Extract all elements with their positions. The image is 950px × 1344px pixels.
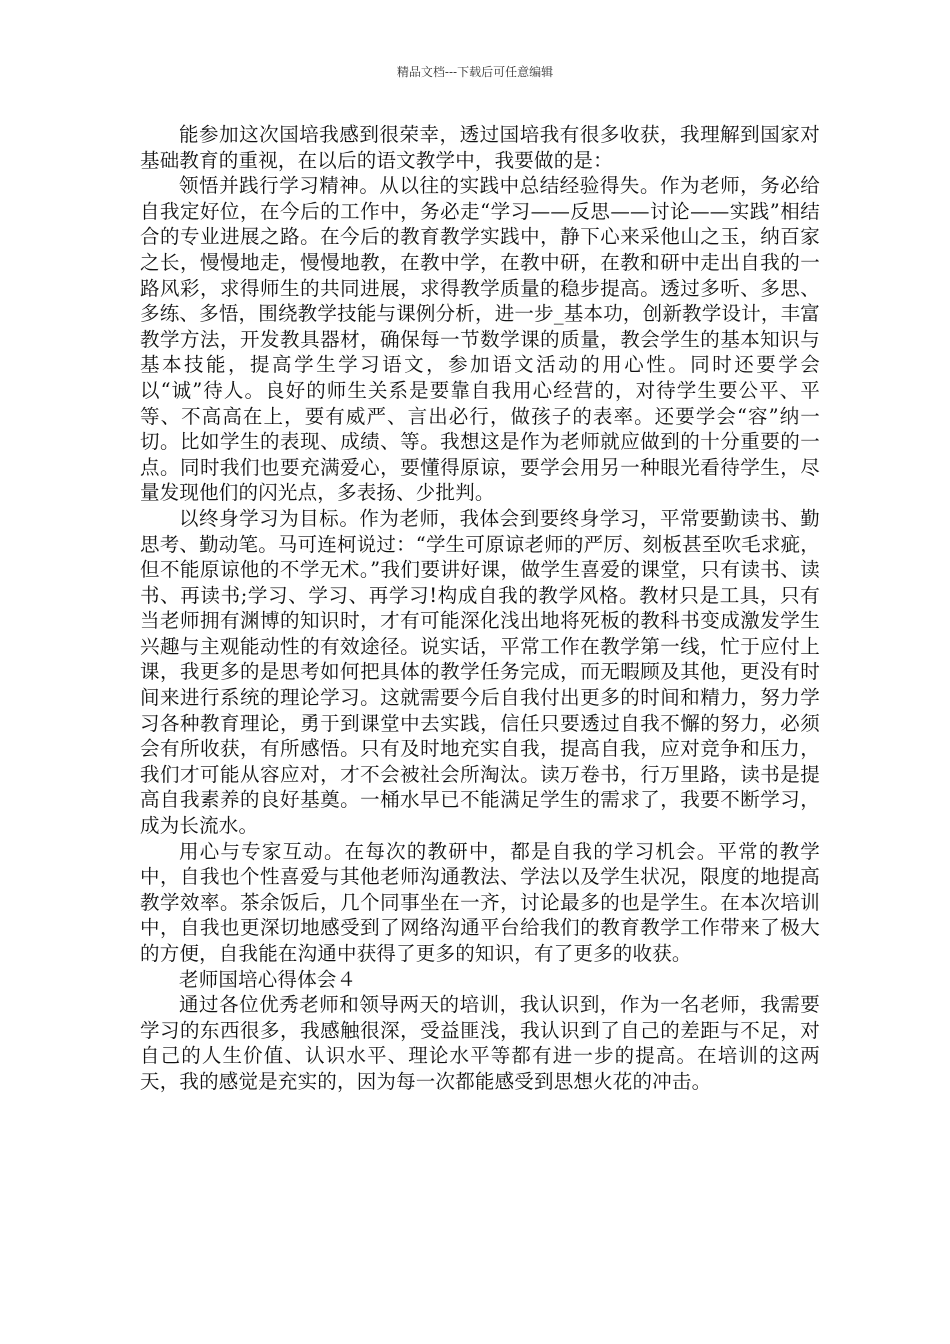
paragraph-lifelong-learning: 以终身学习为目标。作为老师，我体会到要终身学习，平常要勤读书、勤思考、勤动笔。马可连柯说过：“学生可原谅老师的严厉、刻板甚至吹毛求疵，但不能原谅他的不学无术。”我们要讲好课，做学生喜爱的课堂，只有读书、读书、再读书;学习、学习、再学习!构成自我的教学风格。教材只是工具，只有当老师拥有渊博的知识时，才有可能深化浅出地将死板的教科书变成激发学生兴趣与主观能动性的有效途径。说实话，平常工作在教学第一线，忙于应付上课，我更多的是思考如何把具体的教学任务完成，而无暇顾及其他，更没有时间来进行系统的理论学习。这就需要今后自我付出更多的时间和精力，努力学习各种教育理论，勇于到课堂中去实践，信任只要透过自我不懈的努力，必须会有所收获，有所感悟。只有及时地充实自我，提高自我，应对竞争和压力，我们才可能从容应对，才不会被社会所淘汰。读万卷书，行万里路，读书是提高自我素养的良好基奠。一桶水早已不能满足学生的需求了，我要不断学习，成为长流水。 bbox=[140, 506, 820, 838]
paragraph-learning-spirit: 领悟并践行学习精神。从以往的实践中总结经验得失。作为老师，务必给自我定好位，在今后的工作中，务必走“学习——反思——讨论——实践”相结合的专业进展之路。在今后的教育教学实践中，静下心来采他山之玉，纳百家之长，慢慢地走，慢慢地教，在教中学，在教中研，在教和研中走出自我的一路风彩，求得师生的共同进展，求得教学质量的稳步提高。透过多听、多思、多练、多悟，围绕教学技能与课例分析，进一步_基本功，创新教学设计，丰富教学方法，开发教具器材，确保每一节数学课的质量，教会学生的基本知识与基本技能，提高学生学习语文，参加语文活动的用心性。同时还要学会以“诚”待人。良好的师生关系是要靠自我用心经营的，对待学生要公平、平等、不高高在上，要有威严、言出必行，做孩子的表率。还要学会“容”纳一切。比如学生的表现、成绩、等。我想这是作为老师就应做到的十分重要的一点。同时我们也要充满爱心，要懂得原谅，要学会用另一种眼光看待学生，尽量发现他们的闪光点，多表扬、少批判。 bbox=[140, 174, 820, 505]
section-heading: 老师国培心得体会４ bbox=[179, 967, 357, 991]
document-body bbox=[140, 122, 820, 1095]
paragraph-intro: 能参加这次国培我感到很荣幸，透过国培我有很多收获，我理解到国家对基础教育的重视，在以后的语文教学中，我要做的是： bbox=[140, 123, 820, 172]
paragraph-expert-interaction: 用心与专家互动。在每次的教研中，都是自我的学习机会。平常的教学中，自我也个性喜爱与其他老师沟通教法、学法以及学生状况，限度的地提高教学效率。茶余饭后，几个同事坐在一齐，讨论最多的也是学生。在本次培训中，自我也更深切地感受到了网络沟通平台给我们的教育教学工作带来了极大的方便，自我能在沟通中获得了更多的知识，有了更多的收获。 bbox=[140, 839, 820, 965]
page-header: 精品文档---下载后可任意编辑 bbox=[396, 65, 554, 79]
paragraph-training-reflection: 通过各位优秀老师和领导两天的培训，我认识到，作为一名老师，我需要学习的东西很多，我感触很深，受益匪浅，我认识到了自己的差距与不足，对自己的人生价值、认识水平、理论水平等都有进一步的提高。在培训的这两天，我的感觉是充实的，因为每一次都能感受到思想火花的冲击。 bbox=[140, 993, 820, 1093]
